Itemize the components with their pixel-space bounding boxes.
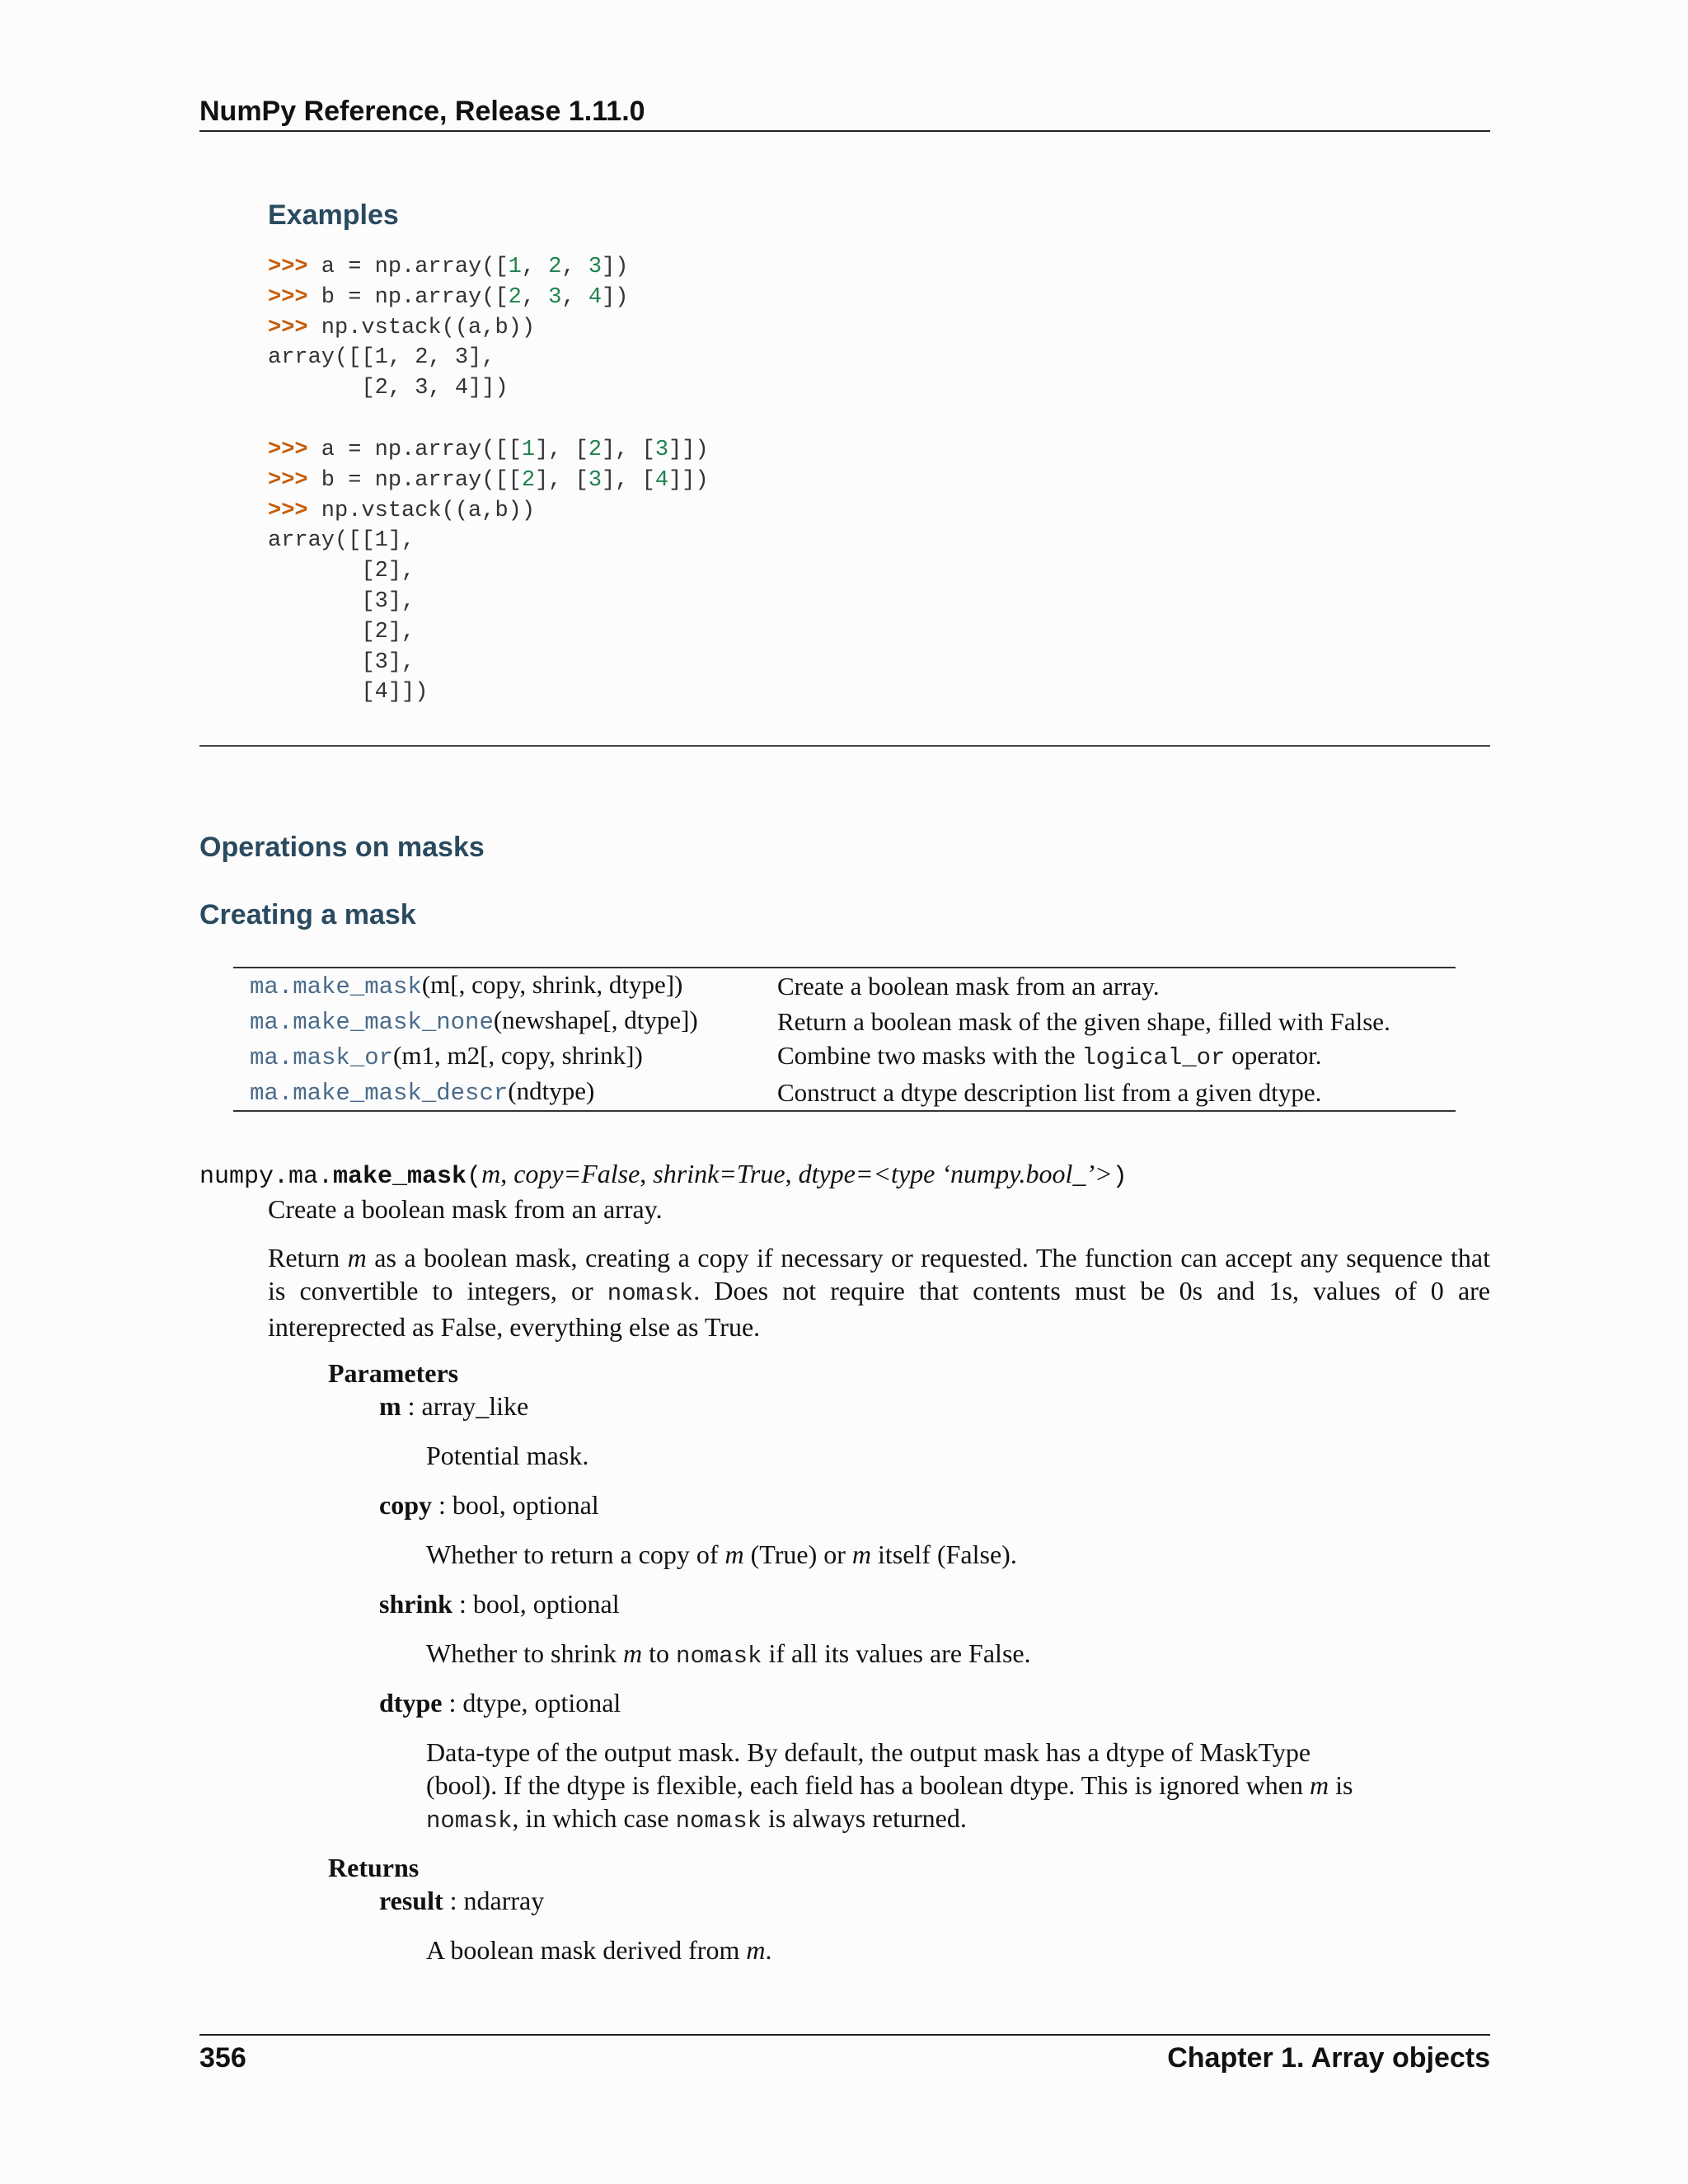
section-divider	[199, 745, 1490, 747]
parameters-label: Parameters	[328, 1358, 459, 1388]
code-output: array([[1, 2, 3], [2, 3, 4]])	[268, 345, 509, 401]
table-row: ma.mask_or(m1, m2[, copy, shrink]) Combine two masks with the logical_or operator.	[233, 1039, 1456, 1075]
header-divider	[199, 130, 1490, 132]
param-shrink: shrink : bool, optional	[379, 1589, 620, 1619]
param-m-description: Potential mask.	[426, 1441, 589, 1470]
code-line: >>> np.vstack((a,b))	[268, 315, 536, 340]
footer-divider	[199, 2034, 1490, 2036]
page-number: 356	[199, 2042, 246, 2074]
function-summary: Create a boolean mask from an array.	[268, 1194, 663, 1224]
function-name: make_mask	[333, 1163, 467, 1191]
function-description: Construct a dtype description list from a given dtype.	[777, 1077, 1322, 1107]
chapter-title: Chapter 1. Array objects	[1167, 2042, 1490, 2074]
running-header: NumPy Reference, Release 1.11.0	[199, 96, 645, 127]
code-line: >>> np.vstack((a,b))	[268, 498, 536, 523]
function-link[interactable]: ma.make_mask	[250, 973, 422, 1001]
param-copy: copy : bool, optional	[379, 1490, 599, 1520]
return-result-description: A boolean mask derived from m.	[426, 1935, 772, 1965]
function-description-paragraph: Return m as a boolean mask, creating a copy if necessary or requested. The function can accept any sequence that is convertible to integers, or nomask. Does not require that contents must be 0s and 1s, values of 0 are intereprected as False, everything else as True.	[268, 1243, 1491, 1342]
examples-heading: Examples	[268, 199, 399, 231]
function-link[interactable]: ma.make_mask_none	[250, 1009, 494, 1036]
returns-label: Returns	[328, 1853, 420, 1882]
function-link[interactable]: ma.mask_or	[250, 1044, 394, 1071]
function-description: Create a boolean mask from an array.	[777, 971, 1160, 1001]
table-row: ma.make_mask_none(newshape[, dtype]) Return a boolean mask of the given shape, filled with False.	[233, 1004, 1456, 1039]
section-heading: Operations on masks	[199, 832, 485, 863]
code-example-1	[268, 252, 628, 404]
function-summary-table	[233, 967, 1456, 1112]
code-line: >>> b = np.array([2, 3, 4])	[268, 284, 629, 310]
function-description: Combine two masks with the logical_or operator.	[777, 1041, 1322, 1071]
function-link[interactable]: ma.make_mask_descr	[250, 1080, 509, 1107]
param-dtype-description: Data-type of the output mask. By default, the output mask has a dtype of MaskType (bool). If the dtype is flexible, each field has a boolean dtype. This is ignored when m is nomask, in which case nomask is always returned.	[426, 1737, 1353, 1835]
code-example-2	[268, 435, 709, 708]
table-row: ma.make_mask_descr(ndtype) Construct a dtype description list from a given dtype.	[233, 1075, 1456, 1111]
code-line: >>> a = np.array([1, 2, 3])	[268, 255, 629, 279]
param-m: m : array_like	[379, 1391, 529, 1421]
code-line: >>> a = np.array([[1], [2], [3]])	[268, 438, 709, 462]
param-copy-description: Whether to return a copy of m (True) or m itself (False).	[426, 1540, 1017, 1569]
subsection-heading: Creating a mask	[199, 899, 416, 930]
code-output: array([[1], [2], [3], [2], [3], [4]])	[268, 528, 429, 705]
param-shrink-description: Whether to shrink m to nomask if all its values are False.	[426, 1638, 1031, 1670]
table-row: ma.make_mask(m[, copy, shrink, dtype]) Create a boolean mask from an array.	[233, 968, 1456, 1004]
function-description: Return a boolean mask of the given shape, filled with False.	[777, 1006, 1390, 1036]
code-line: >>> b = np.array([[2], [3], [4]])	[268, 467, 709, 493]
param-dtype: dtype : dtype, optional	[379, 1688, 621, 1718]
function-signature: numpy.ma.make_mask(m, copy=False, shrink=True, dtype=<type ‘numpy.bool_’>)	[199, 1159, 1128, 1191]
return-result: result : ndarray	[379, 1886, 545, 1915]
